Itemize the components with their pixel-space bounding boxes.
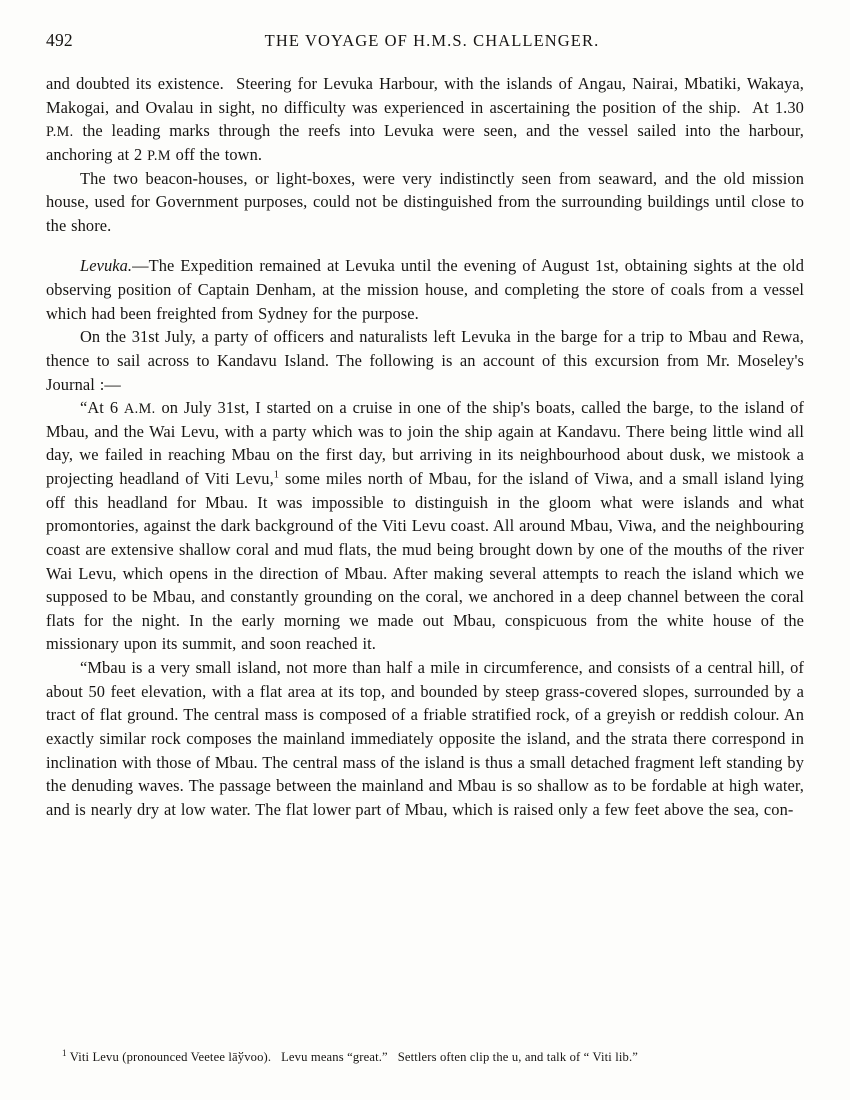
paragraph-spacer (46, 237, 804, 254)
smallcaps-pm-1: P.M. (46, 124, 74, 141)
paragraph-1-part-e: off the town. (175, 144, 263, 164)
paragraph-3-text: —The Expedition remained at Levuka until the evening of August 1st, obtaining sights at the old observing position of Captain Denham, at the mission house, and completing the store of coals from a vessel which had been freighted from Sydney for the purpose. (46, 256, 804, 323)
paragraph-5-part-b: on July 31st, I started on a cruise in one of the ship's boats, called the barge, to the island of Mbau, and the Wai Levu, with a party which was to join the ship again at Kandavu. There being little wind all day, we failed in reaching Mbau on the first day, but arriving in its neighbourhood about dusk, we mistook a projecting headland of Viti Levu, (46, 398, 804, 488)
paragraph-5-part-a: “At 6 (80, 398, 119, 418)
footnote-marker: 1 (62, 1047, 67, 1058)
footnote-text-b: Levu means “great.” (281, 1050, 388, 1064)
paragraph-5 (46, 396, 804, 656)
page-header (46, 30, 804, 54)
page-number: 492 (46, 30, 73, 50)
footnote (62, 1049, 804, 1066)
paragraph-2: The two beacon-houses, or light-boxes, were very indistinctly seen from seaward, and the old mission house, used for Government purposes, could not be distinguished from the surrounding buildings until close to the shore. (46, 168, 804, 235)
paragraph-1-part-a: and doubted its existence. (46, 74, 224, 93)
footnote-reference[interactable]: 1 (273, 469, 280, 481)
paragraph-1-part-c: At 1.30 (752, 97, 804, 117)
page-body (46, 72, 804, 821)
paragraph-3 (46, 254, 804, 325)
smallcaps-am: A.M. (124, 401, 156, 418)
paragraph-1-part-d: the leading marks through the reefs into Levuka were seen, and the vessel sailed into the harbour, anchoring at 2 (46, 121, 804, 164)
paragraph-1-part-b: Steering for Levuka Harbour, with the islands of Angau, Nairai, Mbatiki, Wakaya, Makogai, and Ovalau in sight, no difficulty was experienced in ascertaining the position of the ship. (46, 74, 804, 117)
smallcaps-pm-2: P.M (147, 147, 171, 164)
paragraph-5-part-c: some miles north of Mbau, for the island of Viwa, and a small island lying off this headland for Mbau. It was impossible to distinguish in the gloom what were islands and what promontories, against the dark background of the Viti Levu coast. All around Mbau, Viwa, and the neighbouring coast are extensive shallow coral and mud flats, the mud being brought down by one of the mouths of the river Wai Levu, which opens in the direction of Mbau. After making several attempts to reach the island which we supposed to be Mbau, and constantly grounding on the coral, we anchored in a deep channel between the coral flats for the night. In the early morning we made out Mbau, conspicuous from the white house of the missionary upon its summit, and soon reached it. (46, 469, 804, 654)
paragraph-6: “Mbau is a very small island, not more than half a mile in circumference, and consists of a central hill, of about 50 feet elevation, with a flat area at its top, and bounded by steep grass-covered slopes, surrounded by a tract of flat ground. The central mass is composed of a friable stratified rock, of a greyish or reddish colour. An exactly similar rock composes the mainland immediately opposite the island, and the strata there correspond in inclination with those of Mbau. The central mass of the island is thus a small detached fragment left standing by the denuding waves. The passage between the mainland and Mbau is so shallow as to be fordable at high water, and is nearly dry at low water. The flat lower part of Mbau, which is raised only a few feet above the sea, con- (46, 658, 804, 819)
footnote-text-c: Settlers often clip the u, and talk of “ Viti lib.” (397, 1050, 638, 1064)
paragraph-4: On the 31st July, a party of officers and naturalists left Levuka in the barge for a trip to Mbau and Rewa, thence to sail across to Kandavu Island. The following is an account of this excursion from Mr. Moseley's Journal :— (46, 327, 804, 394)
sidehead-levuka: Levuka. (80, 256, 133, 276)
paragraph-1 (46, 72, 804, 167)
footnote-text-a: Viti Levu (pronounced Veetee lāўvoo). (69, 1050, 272, 1064)
running-head: THE VOYAGE OF H.M.S. CHALLENGER. (264, 31, 600, 50)
